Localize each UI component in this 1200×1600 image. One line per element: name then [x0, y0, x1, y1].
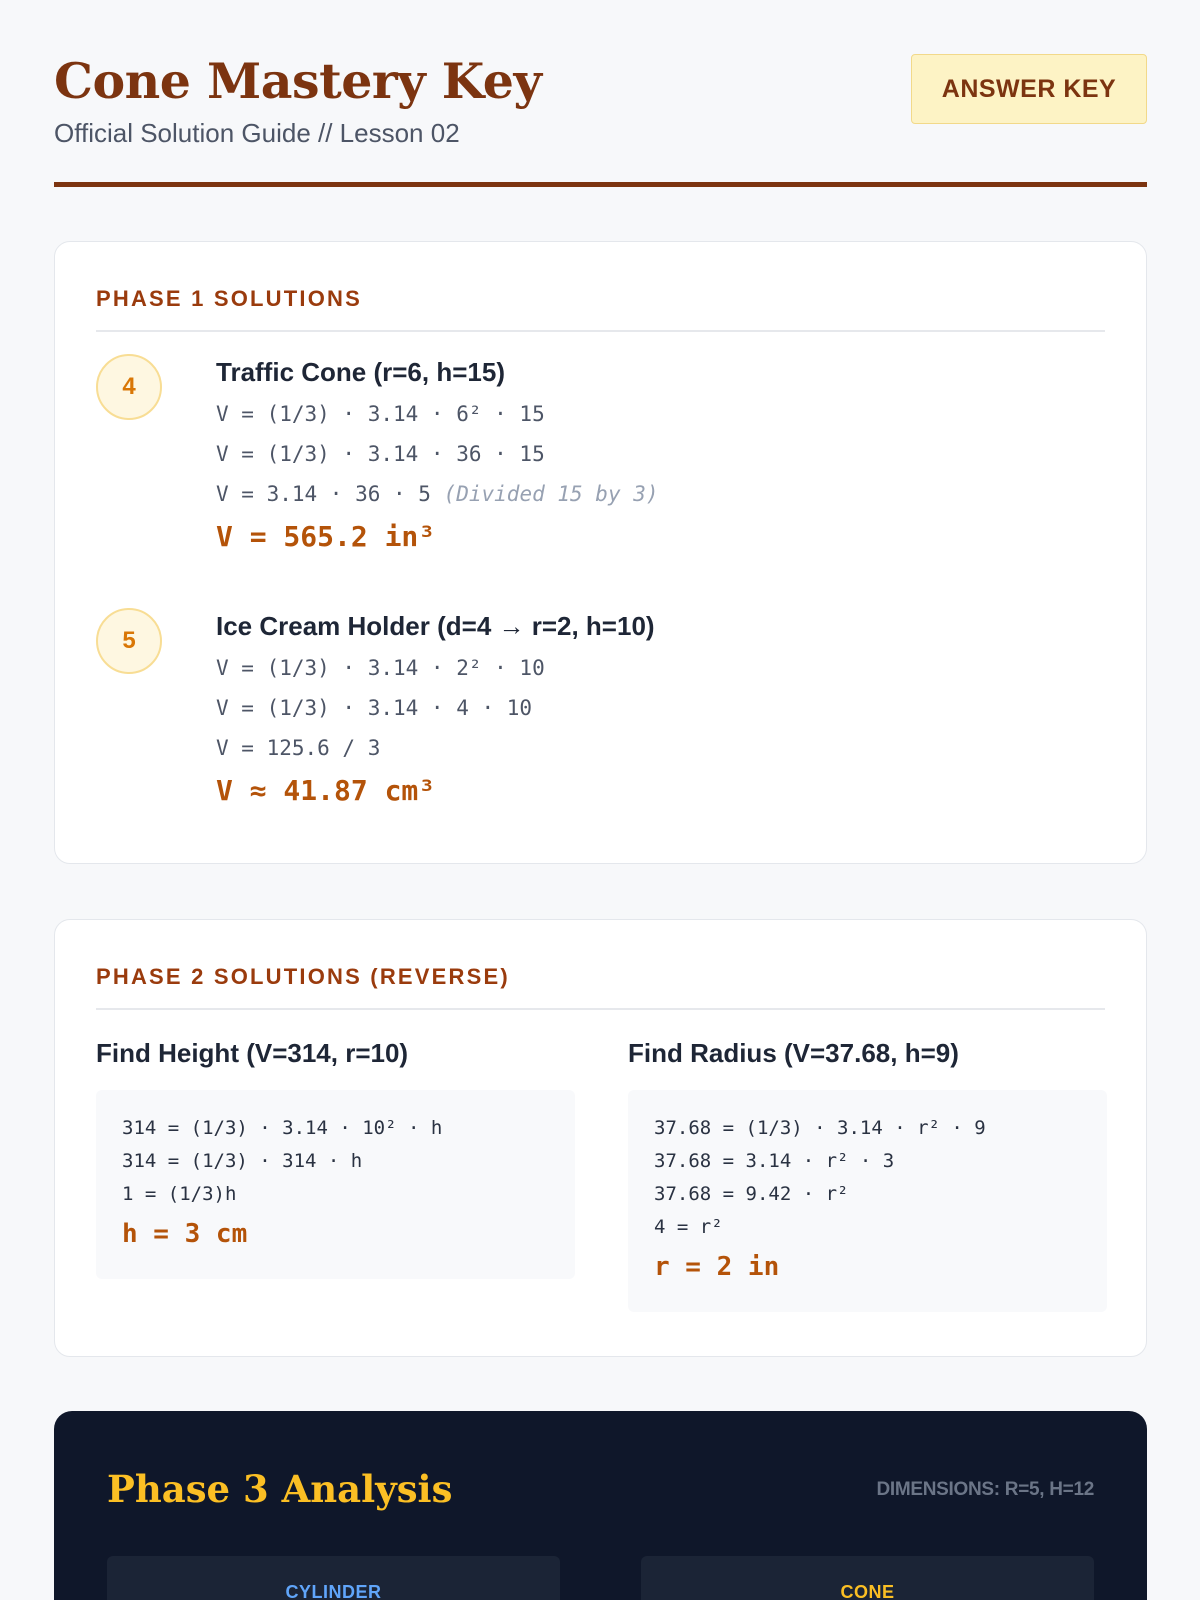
problem-number: 5 [96, 608, 162, 674]
problem-title: Find Radius (V=37.68, h=9) [628, 1038, 959, 1068]
problem-number: 4 [96, 354, 162, 420]
phase2-card [54, 919, 1147, 1357]
step-line: V = 125.6 / 3 [216, 736, 381, 760]
problem-title: Traffic Cone (r=6, h=15) [216, 357, 505, 387]
problem-title: Find Height (V=314, r=10) [96, 1038, 409, 1068]
step-line: 314 = (1/3) · 3.14 · 10² · h [122, 1117, 443, 1139]
step-note: (Divided 15 by 3) [443, 482, 659, 506]
answer-key-badge: ANSWER KEY [911, 54, 1147, 124]
page-header [54, 0, 1147, 187]
tile-label: CYLINDER [285, 1582, 382, 1600]
answer: h = 3 cm [122, 1219, 248, 1249]
cone-tile [641, 1556, 1094, 1600]
tile-label: CONE [840, 1582, 895, 1600]
dimensions-label: DIMENSIONS: R=5, H=12 [876, 1479, 1094, 1500]
step-line: 37.68 = (1/3) · 3.14 · r² · 9 [654, 1117, 986, 1139]
answer: V = 565.2 in³ [216, 520, 436, 553]
phase3-panel [54, 1411, 1147, 1600]
divider [96, 1008, 1105, 1010]
problem-title: Ice Cream Holder (d=4 → r=2, h=10) [216, 611, 655, 641]
solution-box [628, 1090, 1107, 1312]
step-line: V = (1/3) · 3.14 · 6² · 15 [216, 402, 545, 426]
phase1-title: PHASE 1 SOLUTIONS [96, 286, 362, 311]
step-line: V = (1/3) · 3.14 · 36 · 15 [216, 442, 545, 466]
page-title: Cone Mastery Key [54, 52, 542, 110]
step-line [216, 474, 659, 514]
step-line: 37.68 = 3.14 · r² · 3 [654, 1150, 895, 1172]
find-radius-problem [628, 1038, 1107, 1312]
answer: r = 2 in [654, 1252, 780, 1282]
step-line: V = (1/3) · 3.14 · 2² · 10 [216, 656, 545, 680]
step-line: 4 = r² [654, 1216, 723, 1238]
answer-key-page [54, 0, 1147, 1600]
page-subtitle: Official Solution Guide // Lesson 02 [54, 118, 460, 148]
step-line: 1 = (1/3)h [122, 1183, 237, 1205]
step-line: V = (1/3) · 3.14 · 4 · 10 [216, 696, 533, 720]
cylinder-tile [107, 1556, 560, 1600]
phase1-card [54, 241, 1147, 864]
solution-box [96, 1090, 575, 1279]
phase2-title: PHASE 2 SOLUTIONS (REVERSE) [96, 964, 510, 989]
step-text: V = 3.14 · 36 · 5 [216, 482, 431, 506]
divider [96, 330, 1105, 332]
find-height-problem [96, 1038, 575, 1279]
answer: V ≈ 41.87 cm³ [216, 774, 436, 807]
step-line: 314 = (1/3) · 314 · h [122, 1150, 363, 1172]
phase3-title: Phase 3 Analysis [107, 1467, 453, 1511]
step-line: 37.68 = 9.42 · r² [654, 1183, 849, 1205]
